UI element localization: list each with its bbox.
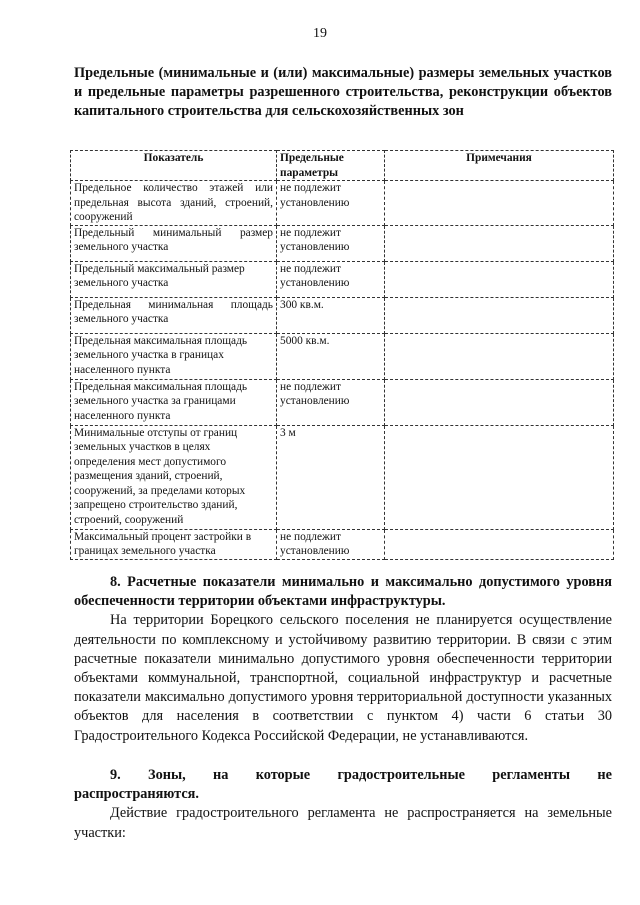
table-row [71,333,614,379]
section-9-paragraph: Действие градостроительного регламента не распространяется на земельные участки: [74,805,612,841]
table-row [71,297,614,333]
note-cell [385,181,614,226]
value-cell: не подлежит установлению [277,379,385,425]
indicator-cell: Предельная максимальная площадь земельного участка за границами населенного пункта [71,379,277,425]
table-row [71,181,614,226]
note-cell [385,379,614,425]
indicator-cell: Предельный минимальный размер земельного участка [71,225,277,261]
note-cell [385,529,614,559]
indicator-cell: Минимальные отступы от границ земельных участков в целях определения мест допустимого размещения зданий, строений, сооружений, за пределами которых запрещено строительство зданий, строений, сооружений [71,425,277,529]
heading-word: которые [255,767,311,783]
note-cell [385,225,614,261]
page-number: 19 [313,26,327,41]
note-cell [385,425,614,529]
section-9-heading-cont: распространяются. [74,786,199,803]
heading-word: 9. [110,767,121,783]
value-cell: не подлежит установлению [277,529,385,559]
value-cell: не подлежит установлению [277,225,385,261]
table-title: Предельные (минимальные и (или) максимальные) размеры земельных участков и предельные параметры разрешенного строительства, реконструкции объектов капитального строительства для сельскохозяйственных зон [74,65,612,119]
table-row [71,225,614,261]
note-cell [385,333,614,379]
value-cell: 300 кв.м. [277,297,385,333]
indicator-cell: Предельная максимальная площадь земельного участка в границах населенного пункта [71,333,277,379]
table-header-row [71,151,614,181]
header-parameters: Предельные параметры [277,151,385,181]
section-9 [74,766,612,843]
section-8-paragraph: На территории Борецкого сельского поселения не планируется осуществление деятельности по комплексному и устойчивому развитию территории. В связи с этим расчетные показатели минимально допустимого уровня обеспеченности территории объектами коммунальной, транспортной, социальной инфраструктур и расчетные показатели максимально допустимого уровня территориальной доступности указанных объектов для населения в соответствии с пунктом 4) части 6 статьи 30 Градостроительного Кодекса Российской Федерации, не устанавливаются. [74,612,612,744]
value-cell: не подлежит установлению [277,261,385,297]
value-cell: 3 м [277,425,385,529]
indicator-cell: Предельная минимальная площадь земельного участка [71,297,277,333]
parameters-table [70,150,614,560]
value-cell: 5000 кв.м. [277,333,385,379]
section-8 [74,573,612,746]
note-cell [385,297,614,333]
table-row [71,379,614,425]
section-8-heading: 8. Расчетные показатели минимально и максимально допустимого уровня обеспеченности территории объектами инфраструктуры. [74,574,612,610]
heading-word: регламенты [492,767,571,783]
heading-word: на [213,767,229,783]
indicator-cell: Предельный максимальный размер земельного участка [71,261,277,297]
note-cell [385,261,614,297]
table-row [71,261,614,297]
value-cell: не подлежит установлению [277,181,385,226]
indicator-cell: Предельное количество этажей или предельная высота зданий, строений, сооружений [71,181,277,226]
table-row [71,529,614,559]
header-notes: Примечания [385,151,614,181]
indicator-cell: Максимальный процент застройки в границах земельного участка [71,529,277,559]
heading-word: градостроительные [337,767,465,783]
heading-word: не [597,767,612,783]
section-9-heading [74,766,612,785]
header-indicator: Показатель [71,151,277,181]
heading-word: Зоны, [148,767,186,783]
table-row [71,425,614,529]
